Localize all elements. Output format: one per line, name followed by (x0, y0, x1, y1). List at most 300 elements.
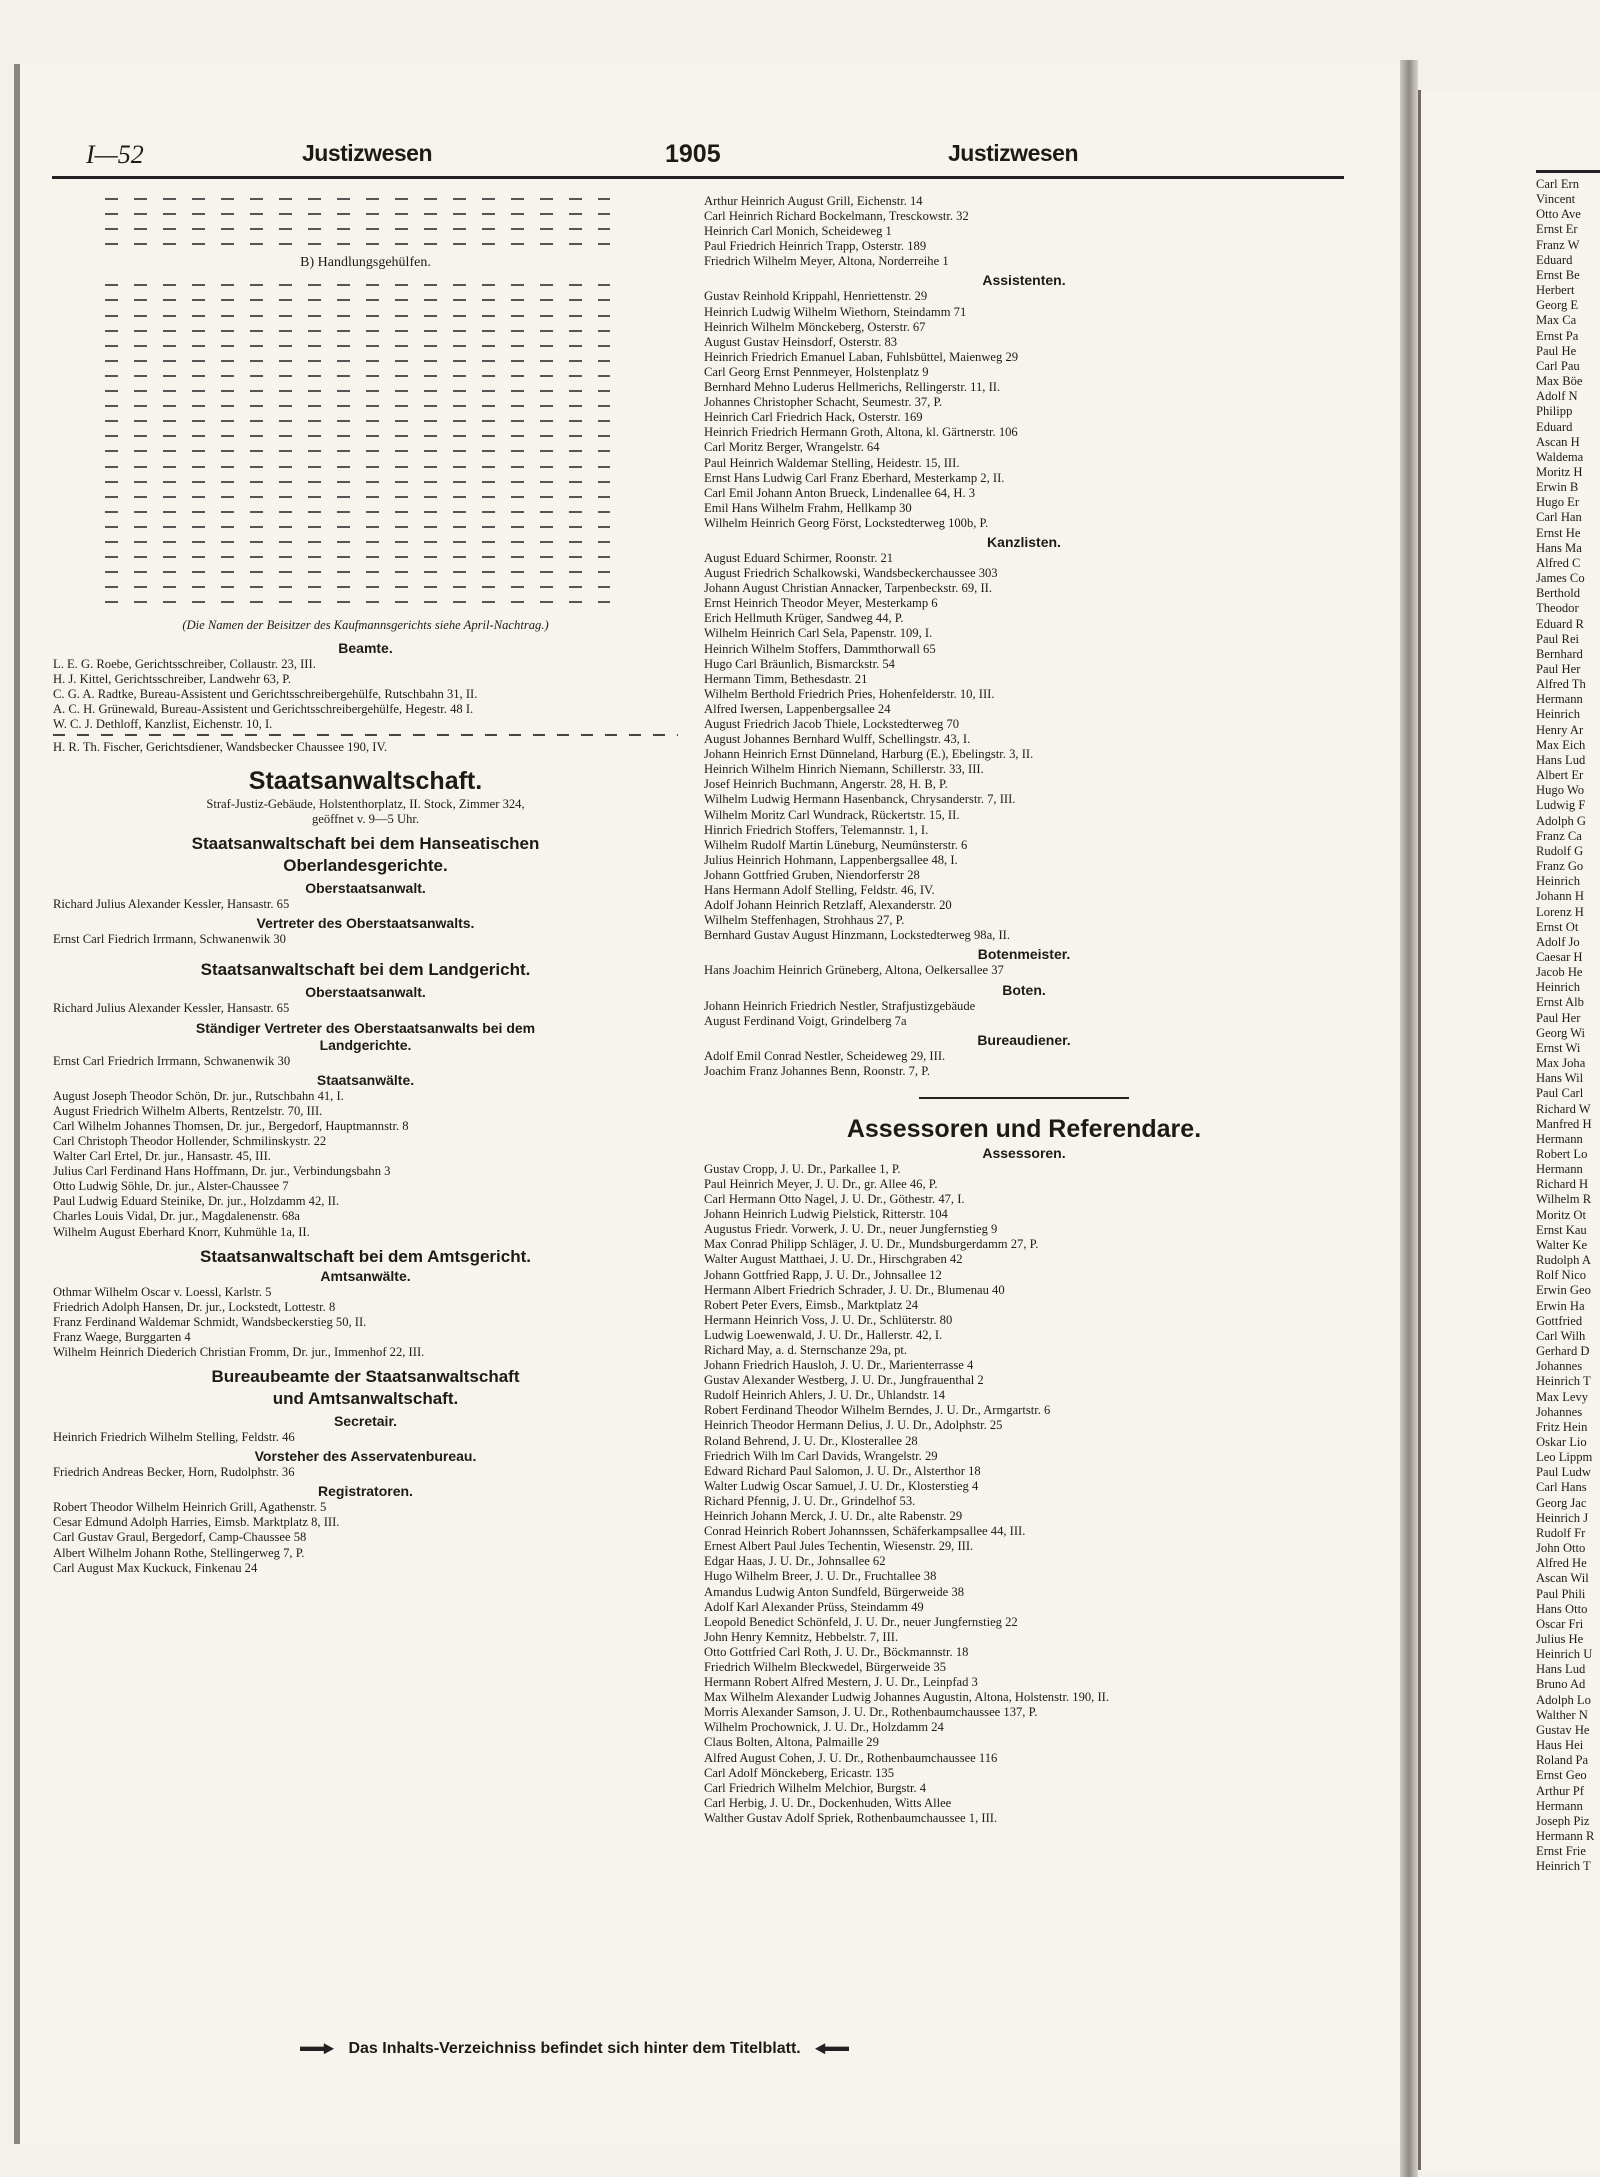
list-item: Hinrich Friedrich Stoffers, Telemannstr. 1, I. (704, 822, 929, 837)
secretair-entry: Heinrich Friedrich Wilhelm Stelling, Feldstr. 46 (53, 1430, 295, 1445)
list-item: Johann Heinrich Ludwig Pielstick, Ritterstr. 104 (704, 1207, 948, 1222)
list-item: Ernst Geo (1536, 1768, 1587, 1783)
list-item: Wilhelm Ludwig Hermann Hasenbanck, Chrysanderstr. 7, III. (704, 792, 1016, 807)
boten-list (704, 999, 1344, 1029)
page-number: I—52 (86, 140, 144, 169)
list-item: Adolf N (1536, 389, 1578, 404)
list-item: Gottfried (1536, 1313, 1583, 1328)
list-item: Augustus Friedr. Vorwerk, J. U. Dr., neuer Jungfernstieg 9 (704, 1222, 998, 1237)
list-item: Johann August Christian Annacker, Tarpenbeckstr. 69, II. (704, 581, 992, 596)
beisitzer-note: (Die Namen der Beisitzer des Kaufmannsgerichts siehe April-Nachtrag.) (182, 618, 549, 633)
blank-entry-row (105, 593, 610, 608)
botenmeister-entry: Hans Joachim Heinrich Grüneberg, Altona, Oelkersallee 37 (704, 963, 1004, 978)
list-item: Friedrich Adolph Hansen, Dr. jur., Lockstedt, Lottestr. 8 (53, 1299, 336, 1314)
right-column (704, 194, 1344, 1826)
list-item: Robert Peter Evers, Eimsb., Marktplatz 24 (704, 1297, 919, 1312)
list-item: Henry Ar (1536, 722, 1584, 737)
list-item: Johannes Christopher Schacht, Seumestr. 37, P. (704, 395, 943, 410)
list-item: Othmar Wilhelm Oscar v. Loessl, Karlstr. 5 (53, 1284, 272, 1299)
list-item: Hermann Timm, Bethesdastr. 21 (704, 671, 868, 686)
blank-entry-row (105, 473, 610, 488)
list-item: Hans Ma (1536, 540, 1582, 555)
blank-entry-row (105, 548, 610, 563)
list-item: Roland Pa (1536, 1753, 1589, 1768)
list-item: Carl Ern (1536, 177, 1580, 191)
list-item: Max Eich (1536, 737, 1586, 752)
list-item: Franz Ca (1536, 828, 1582, 843)
list-item: August Friedrich Jacob Thiele, Lockstedterweg 70 (704, 717, 960, 731)
list-item: Haus Hei (1536, 1738, 1584, 1753)
list-item: Friedrich Wilhelm Meyer, Altona, Norderreihe 1 (704, 254, 949, 269)
list-item: Arthur Heinrich August Grill, Eichenstr. 14 (704, 194, 923, 208)
list-item: Carl Pau (1536, 358, 1580, 373)
right-page-fragment (1418, 90, 1600, 2170)
list-item: Hans Otto (1536, 1601, 1588, 1616)
list-item: Wilhelm Berthold Friedrich Pries, Hohenfelderstr. 10, III. (704, 686, 995, 701)
list-item: Georg Jac (1536, 1495, 1587, 1510)
list-item: Otto Gottfried Carl Roth, J. U. Dr., Böckmannstr. 18 (704, 1644, 969, 1659)
list-item: Gustav Cropp, J. U. Dr., Parkallee 1, P. (704, 1161, 901, 1176)
list-item: Friedrich Wilhelm Bleckwedel, Bürgerweide 35 (704, 1659, 947, 1674)
blank-entry-row (105, 322, 610, 337)
list-item: Ernst He (1536, 525, 1581, 540)
list-item: Arthur Pf (1536, 1783, 1584, 1798)
vertreter-heading: Vertreter des Oberstaatsanwalts. (256, 915, 475, 932)
list-item: Ludwig Loewenwald, J. U. Dr., Hallerstr. 42, I. (704, 1327, 943, 1342)
sa-olg-title-1: Staatsanwaltschaft bei dem Hanseatischen (191, 834, 540, 854)
list-item: Hugo Wo (1536, 783, 1585, 798)
dash-block-top (53, 190, 678, 250)
list-item: Ernst Frie (1536, 1844, 1587, 1859)
list-item: Wilhelm R (1536, 1192, 1592, 1207)
list-item: Heinrich Friedrich Emanuel Laban, Fuhlsbüttel, Maienweg 29 (704, 349, 1019, 364)
list-item: Morris Alexander Samson, J. U. Dr., Rothenbaumchaussee 137, P. (704, 1705, 1038, 1720)
list-item: Moritz Ot (1536, 1207, 1587, 1222)
list-item: Gustav Reinhold Krippahl, Henriettenstr. 29 (704, 289, 928, 304)
list-item: Oscar Fri (1536, 1616, 1584, 1631)
list-item: Wilhelm Heinrich Georg Först, Lockstedterweg 100b, P. (704, 515, 989, 530)
list-item: Paul He (1536, 343, 1577, 358)
blank-entry-row (105, 397, 610, 412)
list-item: Robert Ferdinand Theodor Wilhelm Berndes, J. U. Dr., Armgartstr. 6 (704, 1403, 1051, 1418)
list-item: Walter August Matthaei, J. U. Dr., Hirschgraben 42 (704, 1252, 963, 1267)
list-item: Adolf Johann Heinrich Retzlaff, Alexanderstr. 20 (704, 898, 952, 913)
list-item: James Co (1536, 571, 1585, 586)
list-item: Wilhelm Prochownick, J. U. Dr., Holzdamm 24 (704, 1720, 944, 1735)
list-item: Rudolf G (1536, 843, 1584, 858)
list-item: Rolf Nico (1536, 1268, 1587, 1283)
list-item: John Otto (1536, 1541, 1586, 1556)
list-item: Ernst Be (1536, 267, 1580, 282)
list-item: Carl Adolf Mönckeberg, Ericastr. 135 (704, 1765, 895, 1780)
list-item: Carl Emil Johann Anton Brueck, Lindenallee 64, H. 3 (704, 485, 976, 500)
list-item: Wilhelm Heinrich Carl Sela, Papenstr. 109, I. (704, 626, 933, 641)
blank-entry-row (105, 427, 610, 442)
list-item: Adolf Karl Alexander Prüss, Steindamm 49 (704, 1599, 924, 1614)
list-item: Heinrich Wilhelm Mönckeberg, Osterstr. 67 (704, 319, 926, 334)
address-line-2: geöffnet v. 9—5 Uhr. (311, 812, 420, 827)
list-item: Carl Hans (1536, 1480, 1587, 1495)
list-item: Heinrich Ludwig Wilhelm Wiethorn, Steindamm 71 (704, 304, 967, 319)
list-item: Carl Christoph Theodor Hollender, Schmilinskystr. 22 (53, 1133, 327, 1148)
list-item: Paul Heinrich Waldemar Stelling, Heidestr. 15, III. (704, 455, 960, 470)
botenmeister-heading: Botenmeister. (977, 946, 1071, 963)
list-item: Ernst Pa (1536, 328, 1579, 343)
list-item: Alfred C (1536, 555, 1581, 570)
sa-olg-title-2: Oberlandesgerichte. (283, 856, 448, 876)
list-item: Richard May, a. d. Sternschanze 29a, pt. (704, 1343, 908, 1357)
list-item: Hugo Er (1536, 495, 1580, 510)
list-item: Carl Herbig, J. U. Dr., Dockenhuden, Witts Allee (704, 1795, 952, 1810)
list-item: Carl Wilh (1536, 1328, 1586, 1343)
header-rule (52, 176, 1344, 179)
list-item: Carl Gustav Graul, Bergedorf, Camp-Chaussee 58 (53, 1530, 307, 1545)
list-item: Johann Heinrich Ernst Dünneland, Harburg (E.), Ebelingstr. 3, II. (704, 747, 1034, 762)
list-item: Erich Hellmuth Krüger, Sandweg 44, P. (704, 611, 904, 626)
list-item: Heinrich (1536, 707, 1581, 722)
list-item: L. E. G. Roebe, Gerichtsschreiber, Collaustr. 23, III. (53, 656, 316, 671)
list-item: August Johannes Bernhard Wulff, Schellingstr. 43, I. (704, 732, 971, 747)
list-item: Johannes (1536, 1359, 1583, 1374)
list-item: Julius Carl Ferdinand Hans Hoffmann, Dr. jur., Verbindungsbahn 3 (53, 1164, 391, 1179)
beamte-heading: Beamte. (338, 639, 393, 656)
list-item: Paul Heinrich Meyer, J. U. Dr., gr. Allee 46, P. (704, 1176, 938, 1191)
footer-notice (290, 2040, 1190, 2058)
sa-lg-title: Staatsanwaltschaft bei dem Landgericht. (200, 960, 531, 980)
list-item: Hans Lud (1536, 752, 1586, 767)
list-item: Hugo Wilhelm Breer, J. U. Dr., Fruchtallee 38 (704, 1569, 937, 1584)
left-column (53, 190, 678, 1576)
list-item: Lorenz H (1536, 904, 1584, 919)
kanzlisten-list (704, 551, 1344, 943)
list-item: Hermann (1536, 692, 1583, 707)
blank-entry-row (105, 503, 610, 518)
running-title-right: Justizwesen (948, 140, 1078, 166)
blank-entry-row (105, 190, 610, 205)
list-item: Wilhelm Rudolf Martin Lüneburg, Neumünsterstr. 6 (704, 837, 968, 852)
list-item: Walther Gustav Adolf Spriek, Rothenbaumchaussee 1, III. (704, 1810, 998, 1825)
list-item: Adolph G (1536, 813, 1587, 828)
staatsanwaelte-list (53, 1089, 678, 1240)
list-item: Ernst Kau (1536, 1222, 1587, 1237)
list-item: W. C. J. Dethloff, Kanzlist, Eichenstr. 10, I. (53, 716, 273, 731)
list-item: Carl Hermann Otto Nagel, J. U. Dr., Göthestr. 47, I. (704, 1192, 965, 1207)
list-item: Bernhard (1536, 646, 1583, 661)
secretair-heading: Secretair. (333, 1413, 398, 1430)
list-item: Paul Carl (1536, 1086, 1584, 1101)
list-item: Edward Richard Paul Salomon, J. U. Dr., Alsterthor 18 (704, 1463, 981, 1478)
pointing-hand-icon (300, 2043, 334, 2054)
list-item: Johann Gottfried Rapp, J. U. Dr., Johnsallee 12 (704, 1267, 942, 1282)
list-item: August Friedrich Wilhelm Alberts, Rentzelstr. 70, III. (53, 1103, 323, 1118)
list-item: Franz W (1536, 237, 1580, 252)
list-item: Erwin Ha (1536, 1298, 1585, 1313)
list-item: Otto Ave (1536, 207, 1581, 222)
list-item: Hans Hermann Adolf Stelling, Feldstr. 46, IV. (704, 883, 935, 898)
list-item: August Friedrich Schalkowski, Wandsbeckerchaussee 303 (704, 566, 998, 581)
list-item: Hermann Robert Alfred Mestern, J. U. Dr., Leinpfad 3 (704, 1675, 978, 1690)
list-item: Johann H (1536, 889, 1584, 904)
staendiger-heading-1: Ständiger Vertreter des Oberstaatsanwalts bei dem (195, 1019, 536, 1036)
bureaudiener-list (704, 1049, 1344, 1079)
list-item: Ludwig F (1536, 798, 1586, 813)
blank-entry-row (105, 563, 610, 578)
list-item: August Gustav Heinsdorf, Osterstr. 83 (704, 334, 898, 349)
staendiger-entry: Ernst Carl Friedrich Irrmann, Schwanenwik 30 (53, 1053, 291, 1068)
list-item: Max Joha (1536, 1056, 1586, 1071)
list-item: Ernst Er (1536, 222, 1578, 237)
list-item: Walter Ke (1536, 1237, 1588, 1252)
blank-entry-row (105, 488, 610, 503)
list-item: Josef Heinrich Buchmann, Angerstr. 28, H. B, P. (704, 777, 948, 792)
list-item: Carl August Max Kuckuck, Finkenau 24 (53, 1560, 258, 1575)
list-item: Hermann Albert Friedrich Schrader, J. U. Dr., Blumenau 40 (704, 1282, 1005, 1297)
list-item: Caesar H (1536, 949, 1583, 964)
list-item: Richard Pfennig, J. U. Dr., Grindelhof 53. (704, 1493, 916, 1508)
list-item: Carl Wilhelm Johannes Thomsen, Dr. jur., Bergedorf, Hauptmannstr. 8 (53, 1118, 409, 1133)
list-item: Georg E (1536, 298, 1579, 313)
list-item: Walter Ludwig Oscar Samuel, J. U. Dr., Klosterstieg 4 (704, 1478, 979, 1493)
list-item: Edgar Haas, J. U. Dr., Johnsallee 62 (704, 1554, 886, 1569)
list-item: Eduard R (1536, 616, 1584, 631)
list-item: Manfred H (1536, 1116, 1592, 1131)
list-item: Emil Hans Wilhelm Frahm, Hellkamp 30 (704, 500, 912, 515)
book-gutter (1400, 60, 1418, 2177)
amtsanwaelte-heading: Amtsanwälte. (320, 1267, 411, 1284)
list-item: August Ferdinand Voigt, Grindelberg 7a (704, 1013, 907, 1028)
list-item: Ernst Heinrich Theodor Meyer, Mesterkamp 6 (704, 596, 938, 611)
blank-entry-row (105, 337, 610, 352)
list-item: Ernest Albert Paul Jules Techentin, Wiesenstr. 29, III. (704, 1539, 974, 1554)
assessoren-heading: Assessoren. (982, 1144, 1066, 1161)
list-item: Bruno Ad (1536, 1677, 1586, 1692)
list-item: Bernhard Mehno Luderus Hellmerichs, Rellingerstr. 11, II. (704, 380, 1001, 395)
list-item: Paul Ludwig Eduard Steinike, Dr. jur., Holzdamm 42, II. (53, 1194, 340, 1209)
vorsteher-heading: Vorsteher des Asservatenbureau. (254, 1448, 477, 1465)
list-item: Adolf Jo (1536, 934, 1580, 949)
blank-entry-row (105, 533, 610, 548)
blank-entry-row (105, 367, 610, 382)
list-item: Ascan H (1536, 434, 1580, 449)
list-item: Max Levy (1536, 1389, 1589, 1404)
list-item: Heinrich Carl Friedrich Hack, Osterstr. 169 (704, 410, 923, 425)
list-item: Bernhard Gustav August Hinzmann, Lockstedterweg 98a, II. (704, 928, 1011, 943)
list-item: Julius Heinrich Hohmann, Lappenbergsallee 48, I. (704, 852, 958, 867)
list-item: Julius He (1536, 1632, 1584, 1646)
page-year: 1905 (665, 140, 721, 168)
list-item: Gustav Alexander Westberg, J. U. Dr., Jungfrauenthal 2 (704, 1373, 984, 1388)
list-item: Wilhelm Steffenhagen, Strohhaus 27, P. (704, 913, 905, 928)
list-item: Heinrich J (1536, 1510, 1589, 1525)
registratoren-heading: Registratoren. (318, 1483, 413, 1500)
footer-text: Das Inhalts-Verzeichniss befindet sich hinter dem Titelblatt. (348, 2040, 801, 2057)
list-item: Paul Ludw (1536, 1465, 1591, 1480)
list-item: Ernst Hans Ludwig Carl Franz Eberhard, Mesterkamp 2, II. (704, 470, 1005, 485)
list-item: Joseph Piz (1536, 1813, 1590, 1828)
blank-entry-row (105, 220, 610, 235)
kanzlisten-heading: Kanzlisten. (987, 533, 1061, 550)
vorsteher-entry: Friedrich Andreas Becker, Horn, Rudolphstr. 36 (53, 1465, 295, 1480)
address-line-1: Straf-Justiz-Gebäude, Holstenthorplatz, II. Stock, Zimmer 324, (206, 797, 525, 812)
list-item: Oskar Lio (1536, 1434, 1587, 1449)
list-item: Johann Friedrich Hausloh, J. U. Dr., Marienterrasse 4 (704, 1358, 974, 1373)
blank-entry-row (105, 382, 610, 397)
list-item: Conrad Heinrich Robert Johannssen, Schäferkampsallee 44, III. (704, 1524, 1026, 1539)
list-item: H. J. Kittel, Gerichtsschreiber, Landwehr 63, P. (53, 671, 292, 686)
list-item: Charles Louis Vidal, Dr. jur., Magdalenenstr. 68a (53, 1209, 300, 1224)
assessoren-list (704, 1162, 1344, 1826)
list-item: Carl Friedrich Wilhelm Melchior, Burgstr. 4 (704, 1780, 927, 1795)
list-item: Heinrich Carl Monich, Scheideweg 1 (704, 224, 892, 239)
list-item: Hans Lud (1536, 1662, 1586, 1677)
oberstaatsanwalt-entry: Richard Julius Alexander Kessler, Hansastr. 65 (53, 897, 290, 912)
list-item: Heinrich T (1536, 1374, 1591, 1389)
list-item: Richard W (1536, 1101, 1591, 1116)
list-item: Heinrich Theodor Hermann Delius, J. U. Dr., Adolphstr. 25 (704, 1418, 1003, 1433)
list-item: Rudolph A (1536, 1253, 1591, 1268)
list-item: Albert Er (1536, 768, 1584, 783)
list-item: Walter Carl Ertel, Dr. jur., Hansastr. 45, III. (53, 1149, 271, 1164)
list-item: Franz Go (1536, 859, 1584, 874)
list-item: Hermann (1536, 1798, 1583, 1813)
list-item: Max Ca (1536, 313, 1577, 328)
list-item: Paul Her (1536, 1010, 1581, 1025)
list-item: A. C. H. Grünewald, Bureau-Assistent und Gerichtsschreibergehülfe, Hegestr. 48 I. (53, 701, 474, 716)
amtsanwaelte-list (53, 1285, 678, 1360)
list-item: Eduard (1536, 252, 1573, 267)
list-item: Ernst Ot (1536, 919, 1579, 934)
list-item: Heinrich Wilhelm Hinrich Niemann, Schillerstr. 33, III. (704, 762, 984, 777)
list-item: Philipp (1536, 404, 1573, 419)
list-item: Cesar Edmund Adolph Harries, Eimsb. Marktplatz 8, III. (53, 1515, 340, 1530)
list-item: Jacob He (1536, 965, 1583, 980)
list-item: Gustav He (1536, 1722, 1590, 1737)
right-page-rule (1536, 170, 1600, 173)
list-item: Heinrich Wilhelm Stoffers, Dammthorwall 65 (704, 641, 936, 656)
list-item: Friedrich Wilh lm Carl Davids, Wrangelstr. 29 (704, 1448, 938, 1463)
list-item: Johann Gottfried Gruben, Niendorferstr 28 (704, 867, 920, 882)
staatsanwaelte-heading: Staatsanwälte. (316, 1071, 415, 1088)
blank-entry-row (105, 412, 610, 427)
list-item: Gerhard D (1536, 1344, 1590, 1359)
list-item: Berthold (1536, 586, 1581, 601)
list-item: Rudolf Fr (1536, 1525, 1586, 1540)
dash-block-main (53, 276, 678, 608)
list-item: Wilhelm August Eberhard Knorr, Kuhmühle 1a, II. (53, 1224, 310, 1239)
bureau-title-1: Bureaubeamte der Staatsanwaltschaft (211, 1367, 520, 1387)
list-item: Wilhelm Heinrich Diederich Christian Fromm, Dr. jur., Immenhof 22, III. (53, 1344, 425, 1359)
bureaudiener-heading: Bureaudiener. (977, 1031, 1071, 1048)
beamte-list (53, 657, 678, 732)
list-item: Hermann Heinrich Voss, J. U. Dr., Schlüterstr. 80 (704, 1312, 953, 1327)
list-item: Max Conrad Philipp Schläger, J. U. Dr., Mundsburgerdamm 27, P. (704, 1237, 1039, 1252)
assessoren-title: Assessoren und Referendare. (846, 1114, 1202, 1143)
list-item: Hermann (1536, 1162, 1583, 1177)
blank-entry-row (105, 442, 610, 457)
list-item: Amandus Ludwig Anton Sundfeld, Bürgerweide 38 (704, 1584, 965, 1599)
blank-entry-row (105, 205, 610, 220)
top-entries-list (704, 194, 1344, 269)
section-rule (919, 1097, 1129, 1099)
list-item: Carl Heinrich Richard Bockelmann, Tresckowstr. 32 (704, 209, 969, 224)
list-item: C. G. A. Radtke, Bureau-Assistent und Gerichtsschreibergehülfe, Rutschbahn 31, II. (53, 686, 478, 701)
list-item: Hermann (1536, 1131, 1583, 1146)
list-item: Roland Behrend, J. U. Dr., Klosterallee 28 (704, 1433, 918, 1448)
list-item: Heinrich Johann Merck, J. U. Dr., alte Rabenstr. 29 (704, 1509, 963, 1524)
list-item: Walther N (1536, 1707, 1588, 1722)
blank-entry-row (105, 578, 610, 593)
blank-entry-row (105, 518, 610, 533)
blank-entry-row (105, 235, 610, 250)
list-item: Ernst Alb (1536, 995, 1584, 1010)
list-item: Heinrich T (1536, 1859, 1591, 1874)
bureau-title-2: und Amtsanwaltschaft. (272, 1389, 459, 1409)
blank-entry-row (105, 352, 610, 367)
list-item: Paul Friedrich Heinrich Trapp, Osterstr. 189 (704, 239, 927, 254)
list-item: Paul Rei (1536, 631, 1580, 646)
list-item: Alfred Th (1536, 677, 1586, 692)
list-item: Paul Her (1536, 662, 1581, 676)
right-page-names (1421, 177, 1600, 1875)
gerichtsdiener-entry: H. R. Th. Fischer, Gerichtsdiener, Wandsbecker Chaussee 190, IV. (53, 740, 388, 754)
boten-heading: Boten. (1002, 981, 1046, 998)
list-item: Theodor (1536, 601, 1579, 616)
list-item: Heinrich Friedrich Hermann Groth, Altona, kl. Gärtnerstr. 106 (704, 425, 1018, 440)
running-title-left: Justizwesen (302, 140, 432, 166)
list-item: Adolf Emil Conrad Nestler, Scheideweg 29, III. (704, 1048, 946, 1063)
list-item: Leo Lippm (1536, 1450, 1593, 1465)
list-item: Max Wilhelm Alexander Ludwig Johannes Augustin, Altona, Holstenstr. 190, II. (704, 1690, 1110, 1705)
staatsanwaltschaft-title: Staatsanwaltschaft. (248, 767, 483, 796)
blank-entry-row (105, 276, 610, 291)
list-item: Claus Bolten, Altona, Palmaille 29 (704, 1735, 879, 1750)
list-item: August Joseph Theodor Schön, Dr. jur., Rutschbahn 41, I. (53, 1088, 344, 1103)
list-item: Hans Wil (1536, 1071, 1584, 1086)
sa-ag-title: Staatsanwaltschaft bei dem Amtsgericht. (200, 1246, 531, 1266)
list-item: Heinrich (1536, 874, 1581, 889)
staendiger-heading-2: Landgerichte. (319, 1036, 412, 1053)
oberstaatsanwalt-heading: Oberstaatsanwalt. (305, 880, 426, 897)
list-item: Ascan Wil (1536, 1571, 1589, 1586)
list-item: August Eduard Schirmer, Roonstr. 21 (704, 550, 894, 565)
list-item: Johannes (1536, 1404, 1583, 1419)
list-item: Alfred He (1536, 1556, 1587, 1571)
pointing-hand-icon (815, 2043, 849, 2054)
dashed-separator (53, 734, 678, 736)
list-item: Adolph Lo (1536, 1692, 1591, 1707)
list-item: Heinrich (1536, 980, 1581, 995)
list-item: Ernst Wi (1536, 1040, 1581, 1055)
list-item: Johann Heinrich Friedrich Nestler, Strafjustizgebäude (704, 998, 976, 1013)
list-item: Erwin B (1536, 480, 1579, 495)
list-item: Joachim Franz Johannes Benn, Roonstr. 7, P. (704, 1063, 930, 1078)
list-item: Albert Wilhelm Johann Rothe, Stellingerweg 7, P. (53, 1545, 305, 1560)
list-item: Richard H (1536, 1177, 1589, 1192)
list-item: Carl Georg Ernst Pennmeyer, Holstenplatz 9 (704, 364, 929, 379)
list-item: Moritz H (1536, 464, 1583, 479)
list-item: Wilhelm Moritz Carl Wundrack, Rückertstr. 15, II. (704, 807, 960, 822)
list-item: Georg Wi (1536, 1025, 1586, 1040)
assistenten-list (704, 289, 1344, 531)
list-item: Franz Ferdinand Waldemar Schmidt, Wandsbeckerstieg 50, II. (53, 1314, 367, 1329)
list-item: Paul Phili (1536, 1586, 1586, 1601)
list-item: Otto Ludwig Söhle, Dr. jur., Alster-Chaussee 7 (53, 1179, 289, 1194)
list-item: Alfred August Cohen, J. U. Dr., Rothenbaumchaussee 116 (704, 1750, 998, 1765)
handlungsgehuelfen-heading: B) Handlungsgehülfen. (300, 255, 431, 271)
list-item: Herbert (1536, 283, 1575, 298)
list-item: Heinrich U (1536, 1647, 1593, 1662)
list-item: John Henry Kemnitz, Hebbelstr. 7, III. (704, 1629, 899, 1644)
